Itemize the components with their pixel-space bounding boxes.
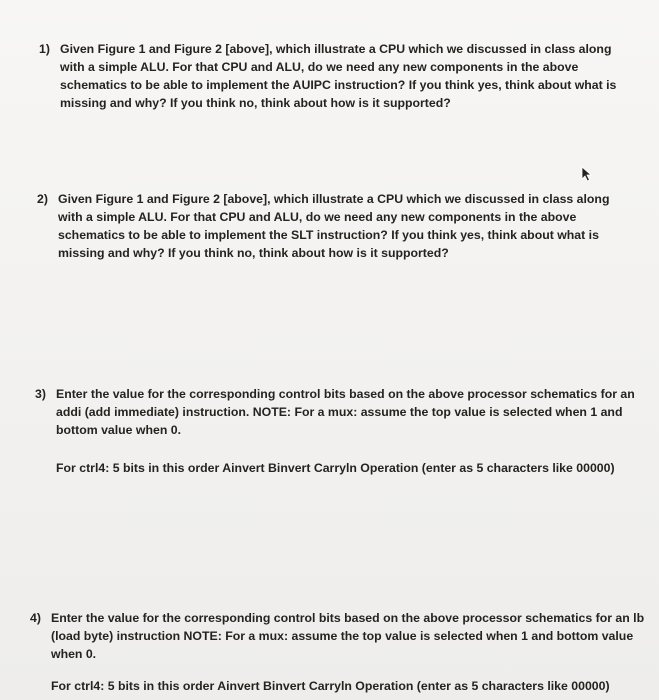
question-1-text: Given Figure 1 and Figure 2 [above], which illustrate a CPU which we discussed in class along with a simple ALU. For that CPU and ALU, do we need any new components in the above schematics to be able to implement the AUIPC instruction? If you think yes, think about what is missing and why? If you think no, think about how is it supported?	[60, 42, 617, 110]
question-2-text: Given Figure 1 and Figure 2 [above], which illustrate a CPU which we discussed in class along with a simple ALU. For that CPU and ALU, do we need any new components in the above schematics to be able to implement the SLT instruction? If you think yes, think about what is missing and why? If you think no, think about how is it supported?	[58, 192, 610, 260]
question-2-number: 2)	[37, 192, 48, 206]
mouse-pointer-icon	[581, 166, 593, 182]
question-3-number: 3)	[35, 387, 46, 401]
question-3-detail: For ctrl4: 5 bits in this order Ainvert Binvert Carryln Operation (enter as 5 characters like 00000)	[56, 461, 615, 475]
question-4-detail: For ctrl4: 5 bits in this order Ainvert Binvert Carryln Operation (enter as 5 characters like 00000)	[51, 679, 610, 693]
question-1-number: 1)	[39, 42, 50, 56]
question-4	[30, 609, 645, 663]
question-1	[39, 40, 639, 112]
question-3	[35, 385, 650, 439]
question-4-text: Enter the value for the corresponding control bits based on the above processor schematics for an lb (load byte) instruction NOTE: For a mux: assume the top value is selected when 1 and bottom value when 0.	[51, 611, 645, 661]
question-2	[37, 190, 637, 262]
question-3-text: Enter the value for the corresponding control bits based on the above processor schematics for an addi (add immediate) instruction. NOTE: For a mux: assume the top value is selected when 1 and bottom value when 0.	[56, 387, 635, 437]
question-4-number: 4)	[30, 611, 41, 625]
